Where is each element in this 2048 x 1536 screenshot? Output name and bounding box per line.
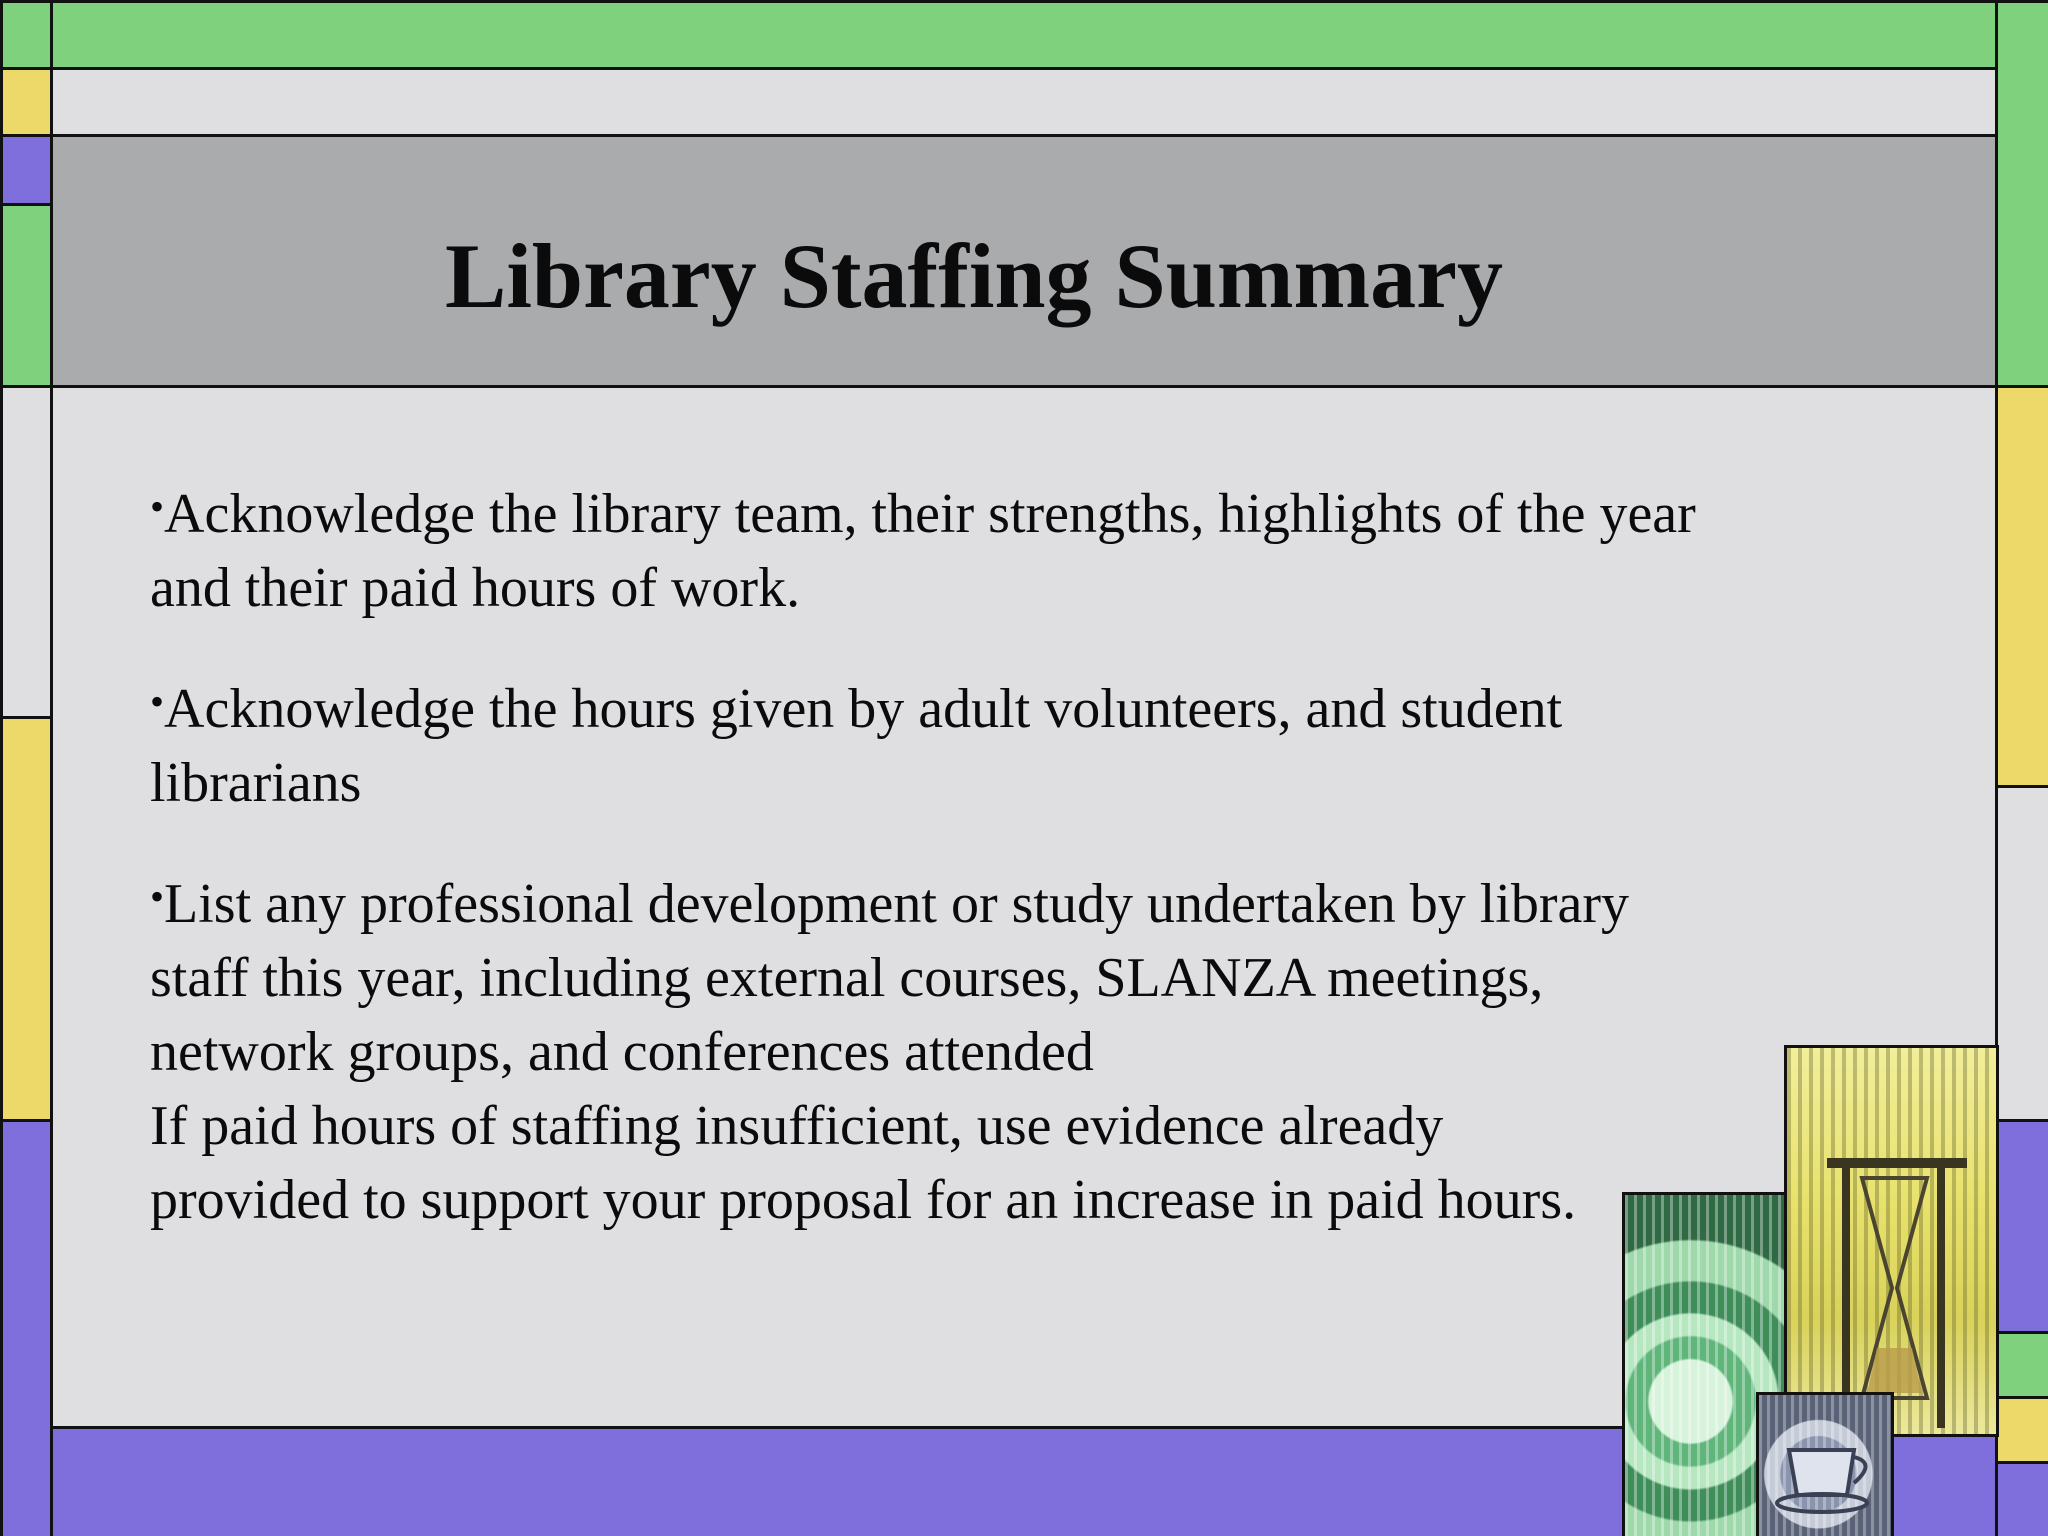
right-block-green-top [1995,0,2048,388]
left-block-green [0,203,53,388]
hourglass-photo [1784,1045,1999,1437]
bullet-continuation: If paid hours of staffing insufficient, use evidence already provided to support your proposal for an increase in paid hours. [150,1095,1577,1231]
teacup-icon [1759,1395,1894,1536]
hourglass-icon [1787,1048,1999,1437]
left-block-yellow-tall [0,716,53,1122]
right-block-purple-bottom [1995,1461,2048,1536]
bullet-marker: • [150,679,165,724]
bullet-item-1 [150,470,1770,625]
bullet-marker: • [150,484,165,529]
left-block-green-top [0,0,53,70]
slide-body [150,470,1770,1277]
left-block-yellow [0,67,53,137]
right-block-yellow [1995,385,2048,788]
bullet-text: List any professional development or study undertaken by library staff this year, including external courses, SLANZA meetings, network groups, and conferences attended [150,873,1629,1083]
right-block-green-small [1995,1331,2048,1399]
right-block-yellow-small [1995,1396,2048,1464]
top-green-band [50,0,1998,70]
bullet-text: Acknowledge the library team, their strengths, highlights of the year and their paid hours of work. [150,483,1696,619]
right-block-gray [1995,785,2048,1122]
left-block-purple-small [0,134,53,206]
bullet-item-2 [150,665,1770,820]
top-gray-band [50,67,1998,137]
bullet-marker: • [150,874,165,919]
teacup-photo [1756,1392,1894,1536]
slide-title: Library Staffing Summary [445,225,1503,327]
bullet-item-3 [150,860,1630,1089]
right-block-purple [1995,1119,2048,1334]
left-block-purple-tall [0,1119,53,1536]
bullet-text: Acknowledge the hours given by adult volunteers, and student librarians [150,678,1563,814]
left-block-gray [0,385,53,719]
